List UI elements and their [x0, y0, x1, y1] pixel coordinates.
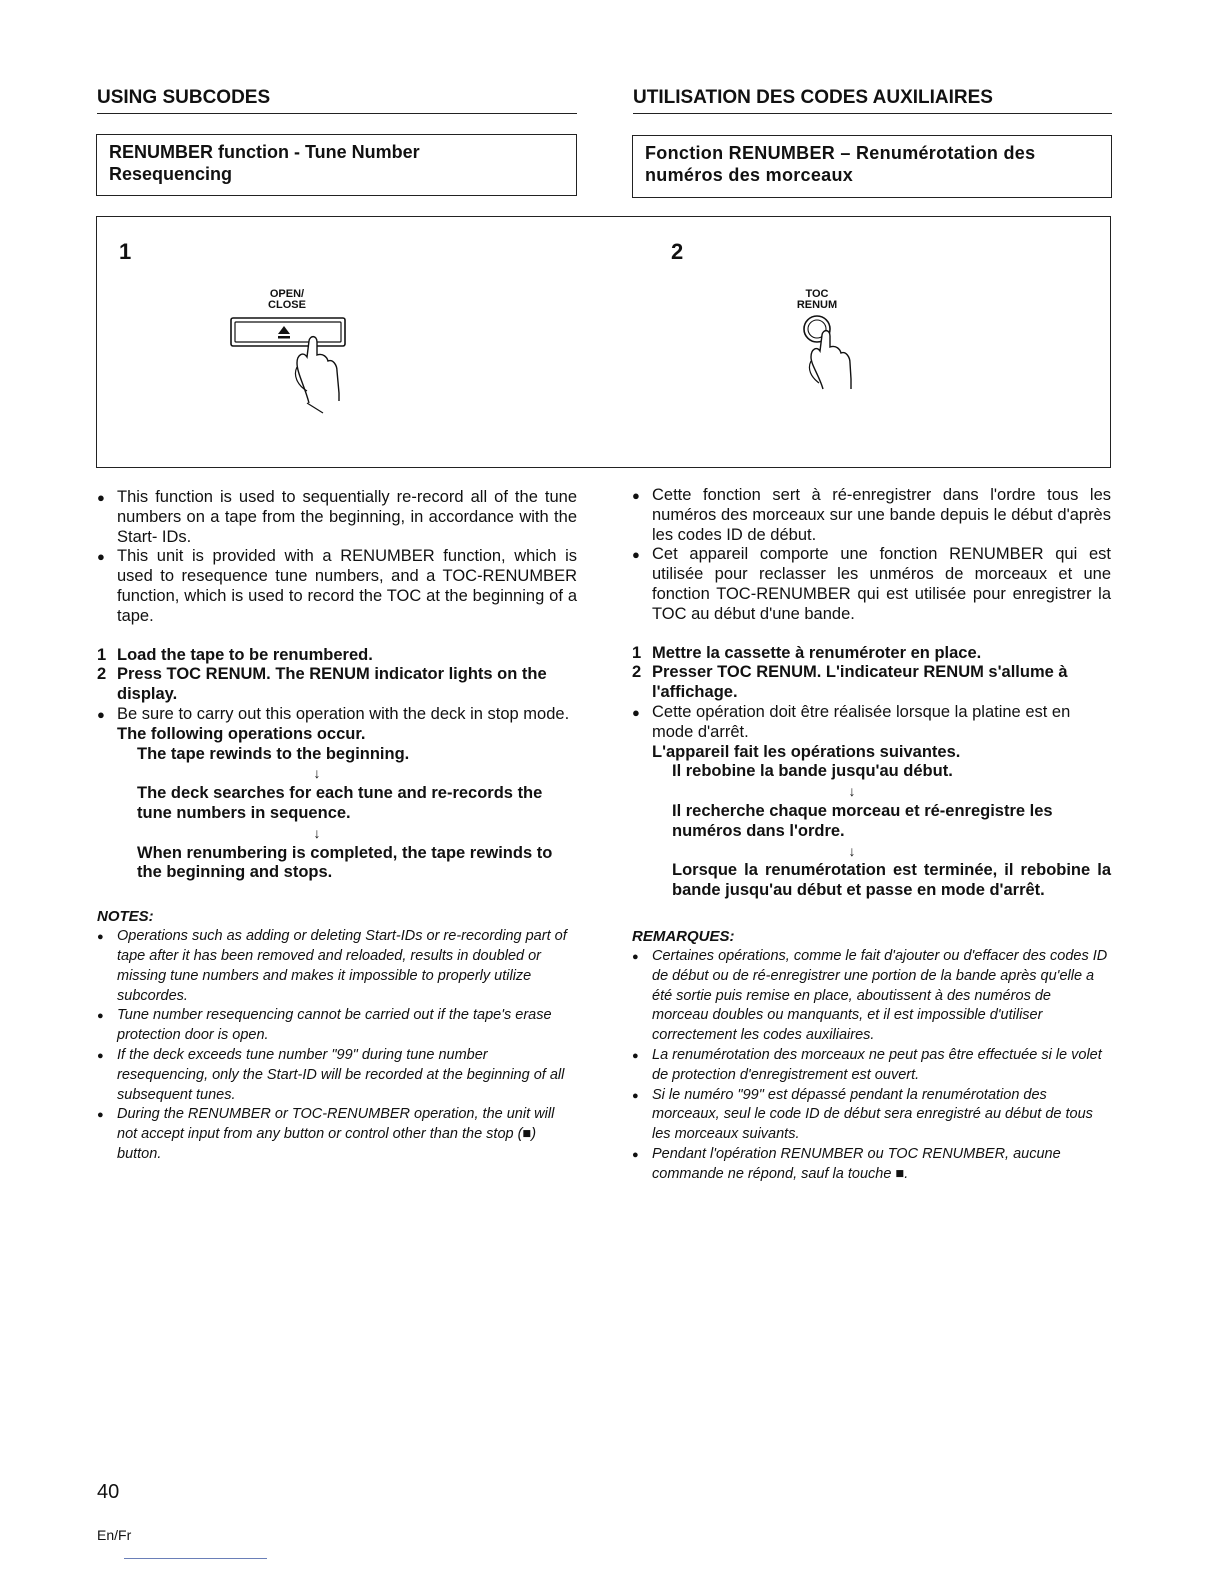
- list-item: ● Cet appareil comporte une fonction RENUMBER qui est utilisée pour reclasser les unméros de morceaux et une fonction TOC-RENUMBER qui est utilisée pour enregistrer la TOC au début d'une bande.: [632, 545, 1111, 624]
- language-code: En/Fr: [97, 1527, 132, 1543]
- function-title-line: RENUMBER function - Tune Number: [109, 142, 420, 162]
- operations-sequence-fr: [632, 762, 1111, 901]
- down-arrow-icon: ↓: [848, 842, 856, 859]
- notes-list-fr: [632, 947, 1111, 1185]
- step-item: 1 Load the tape to be renumbered.: [97, 645, 373, 664]
- list-item: ● If the deck exceeds tune number "99" during tune number resequencing, only the Start-ID will be recorded at the beginning of all subsequent tunes.: [97, 1046, 577, 1105]
- section-title-fr: UTILISATION DES CODES AUXILIAIRES: [633, 87, 993, 108]
- list-item: ● This unit is provided with a RENUMBER function, which is used to resequence tune numbers, and a TOC-RENUMBER function, which is used to record the TOC at the beginning of a tape.: [97, 547, 577, 626]
- list-item: ● Tune number resequencing cannot be carried out if the tape's erase protection door is open.: [97, 1006, 577, 1046]
- step-item: 2 Presser TOC RENUM. L'indicateur RENUM s'allume à l'affichage.: [632, 663, 1068, 702]
- operations-heading: L'appareil fait les opérations suivantes.: [652, 742, 961, 761]
- operation-item: Il rebobine la bande jusqu'au début.: [672, 762, 953, 781]
- list-item: ● Cette opération doit être réalisée lorsque la platine est en mode d'arrêt.: [632, 703, 1111, 743]
- hand-wrist-line: [307, 403, 323, 413]
- intro-list-en: [97, 488, 577, 627]
- column-en: [97, 488, 577, 1165]
- open-close-button-illustration: [227, 315, 357, 415]
- section-title-en: USING SUBCODES: [97, 87, 271, 108]
- function-title-line: Fonction RENUMBER – Renumérotation des: [645, 143, 1036, 163]
- operations-sequence-en: [97, 745, 577, 884]
- step-item: 2 Press TOC RENUM. The RENUM indicator lights on the display.: [97, 665, 547, 704]
- list-item: ● During the RENUMBER or TOC-RENUMBER operation, the unit will not accept input from any button or control other than the stop (■) button.: [97, 1105, 577, 1164]
- steps-en: [97, 646, 577, 705]
- eject-icon-bar: [278, 336, 290, 339]
- notes-list-en: [97, 927, 577, 1165]
- operation-item: The deck searches for each tune and re-records the tune numbers in sequence.: [137, 784, 543, 822]
- operation-item: Il recherche chaque morceau et ré-enregistre les numéros dans l'ordre.: [672, 801, 1053, 840]
- eject-icon: [278, 326, 290, 334]
- header-rule-en: [97, 113, 577, 114]
- figure-step-1-number: 1: [119, 239, 132, 264]
- operations-heading: The following operations occur.: [117, 724, 366, 743]
- intro-list-fr: [632, 486, 1111, 625]
- toc-renum-label: TOC RENUM: [796, 288, 838, 311]
- step-item: 1 Mettre la cassette à renuméroter en place.: [632, 643, 982, 662]
- list-item: ● Certaines opérations, comme le fait d'ajouter ou d'effacer des codes ID de début ou de ré-enregistrer une portion de la bande après qu'elle a été sortie puis remise en place, aboutissent à des numéros de morceau doubles ou manquants, et il est impossible d'utiliser correctement les codes auxiliaires.: [632, 947, 1111, 1046]
- operation-item: The tape rewinds to the beginning.: [137, 744, 410, 763]
- page-number: 40: [97, 1481, 120, 1503]
- footer-rule: [124, 1558, 267, 1559]
- list-item: ● Si le numéro "99" est dépassé pendant la renumérotation des morceaux, seul le code ID de début sera enregistré au début de tous les morceaux suivants.: [632, 1086, 1111, 1145]
- procedure-figure: [96, 216, 1111, 468]
- notes-heading: REMARQUES:: [632, 927, 735, 945]
- operation-item: Lorsque la renumérotation est terminée, il rebobine la bande jusqu'au début et passe en mode d'arrêt.: [672, 861, 1111, 900]
- toc-renum-button-illustration: [787, 313, 877, 397]
- function-title-line: numéros des morceaux: [645, 165, 854, 185]
- down-arrow-icon: ↓: [313, 765, 321, 782]
- down-arrow-icon: ↓: [848, 783, 856, 800]
- list-item: ● Be sure to carry out this operation with the deck in stop mode.: [97, 705, 577, 725]
- figure-step-2-number: 2: [671, 239, 684, 264]
- function-title-line: Resequencing: [109, 164, 233, 184]
- notes-heading: NOTES:: [97, 908, 154, 926]
- list-item: ● This function is used to sequentially re-record all of the tune numbers on a tape from the beginning, in accordance with the Start- IDs.: [97, 488, 577, 547]
- step-note-fr: [632, 703, 1111, 743]
- step-note-en: [97, 705, 577, 725]
- operation-item: When renumbering is completed, the tape rewinds to the beginning and stops.: [137, 843, 553, 882]
- list-item: ● La renumérotation des morceaux ne peut pas être effectuée si le volet de protection d'enregistrement est ouvert.: [632, 1046, 1111, 1086]
- list-item: ● Pendant l'opération RENUMBER ou TOC RENUMBER, aucune commande ne répond, sauf la touche ■.: [632, 1145, 1111, 1185]
- open-close-label: OPEN/ CLOSE: [268, 288, 306, 311]
- list-item: ● Cette fonction sert à ré-enregistrer dans l'ordre tous les numéros des morceaux sur une bande depuis le début d'après les codes ID de début.: [632, 486, 1111, 545]
- list-item: ● Operations such as adding or deleting Start-IDs or re-recording part of tape after it has been removed and reloaded, results in doubled or missing tune numbers and makes it impossible to properly utilize subcordes.: [97, 927, 577, 1006]
- pressing-finger-icon: [811, 331, 851, 389]
- function-title-box-fr: [632, 135, 1112, 198]
- header-rule-fr: [633, 113, 1112, 114]
- down-arrow-icon: ↓: [313, 824, 321, 841]
- steps-fr: [632, 644, 1111, 703]
- function-title-box-en: [96, 134, 577, 196]
- column-fr: [632, 486, 1111, 1185]
